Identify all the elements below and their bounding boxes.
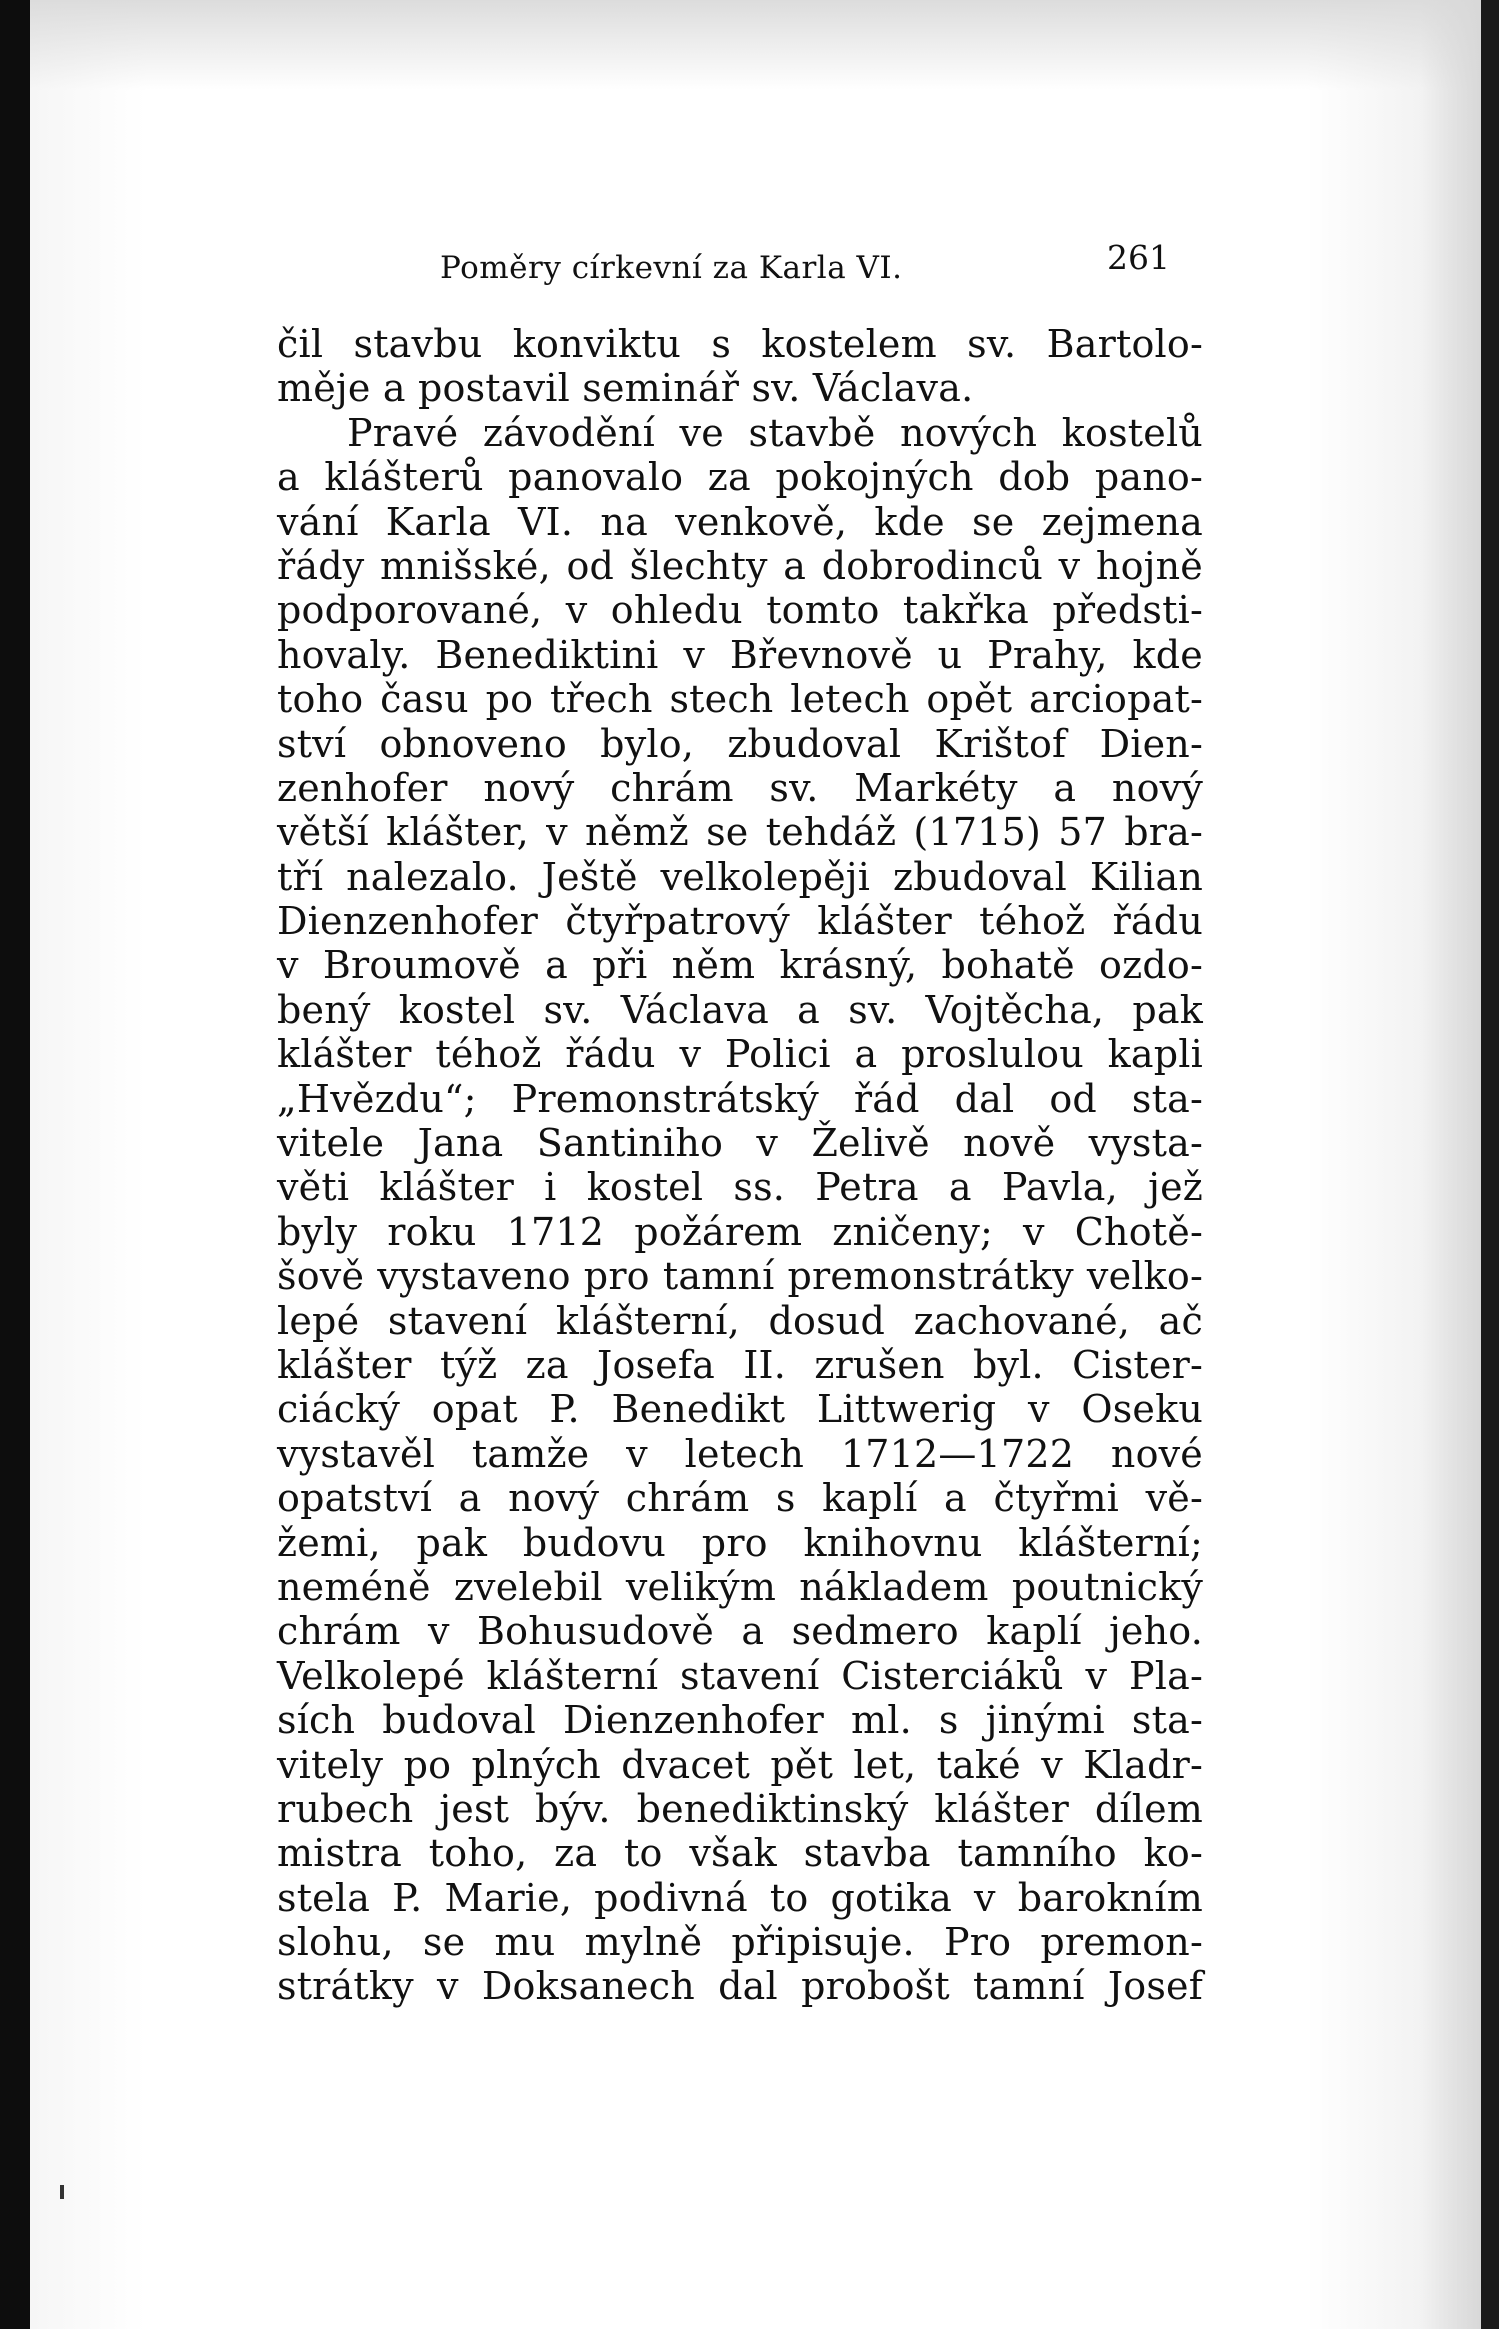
text-line: vání Karla VI. na venkově, kde se zejmena	[277, 499, 1203, 544]
running-title: Poměry církevní za Karla VI.	[440, 250, 903, 286]
text-line: lepé stavení klášterní, dosud zachované, ač	[277, 1298, 1203, 1343]
text-line: měje a postavil seminář sv. Václava.	[277, 366, 974, 411]
text-line: ství obnoveno bylo, zbudoval Krištof Dien-	[277, 721, 1203, 766]
text-line: podporované, v ohledu tomto takřka předsti-	[277, 588, 1203, 633]
page-number: 261	[1107, 238, 1170, 277]
text-line: vystavěl tamže v letech 1712—1722 nové	[277, 1431, 1203, 1476]
text-line: opatství a nový chrám s kaplí a čtyřmi vě-	[277, 1476, 1203, 1521]
text-line: v Broumově a při něm krásný, bohatě ozdo-	[277, 943, 1203, 988]
text-line: vitele Jana Santiniho v Želivě nově vysta-	[277, 1121, 1203, 1166]
text-line: sích budoval Dienzenhofer ml. s jinými sta-	[277, 1698, 1203, 1743]
text-line: tří nalezalo. Ještě velkolepěji zbudoval Kilian	[277, 854, 1203, 899]
scan-speck	[60, 2185, 64, 2199]
scan-left-border	[0, 0, 30, 2329]
text-line: vitely po plných dvacet pět let, také v Kladr-	[277, 1742, 1203, 1787]
page-top-shadow	[30, 0, 1481, 90]
scan-right-border	[1481, 0, 1499, 2329]
running-head	[280, 238, 1200, 310]
text-line: řády mnišské, od šlechty a dobrodinců v hojně	[277, 543, 1203, 588]
text-line: bený kostel sv. Václava a sv. Vojtěcha, pak	[277, 987, 1203, 1032]
text-line: rubech jest býv. benediktinský klášter dílem	[277, 1786, 1203, 1831]
text-line: čil stavbu konviktu s kostelem sv. Bartolo-	[277, 322, 1203, 366]
text-line: neméně zvelebil velikým nákladem poutnický	[277, 1564, 1203, 1609]
page-gutter-shadow	[1421, 0, 1481, 2329]
text-line: toho času po třech stech letech opět arciopat-	[277, 677, 1203, 722]
text-line: mistra toho, za to však stavba tamního ko-	[277, 1831, 1203, 1876]
text-line: žemi, pak budovu pro knihovnu klášterní;	[277, 1520, 1203, 1565]
text-line: zenhofer nový chrám sv. Markéty a nový	[277, 765, 1203, 810]
body-text	[277, 322, 1203, 2009]
text-line: „Hvězdu“; Premonstrátský řád dal od sta-	[277, 1076, 1203, 1121]
text-line: Dienzenhofer čtyřpatrový klášter téhož řádu	[277, 899, 1203, 944]
text-line: a klášterů panovalo za pokojných dob pano-	[277, 455, 1203, 500]
text-line: byly roku 1712 požárem zničeny; v Chotě-	[277, 1209, 1203, 1254]
text-line: chrám v Bohusudově a sedmero kaplí jeho.	[277, 1609, 1203, 1654]
text-line: větší klášter, v němž se tehdáž (1715) 57 bra-	[277, 810, 1203, 855]
text-line: strátky v Doksanech dal probošt tamní Josef	[277, 1964, 1203, 2009]
text-line: stela P. Marie, podivná to gotika v barokním	[277, 1875, 1203, 1920]
text-line: slohu, se mu mylně připisuje. Pro premon-	[277, 1920, 1203, 1965]
text-line: věti klášter i kostel ss. Petra a Pavla, jež	[277, 1165, 1203, 1210]
text-line: klášter téhož řádu v Polici a proslulou kapli	[277, 1032, 1203, 1077]
text-line: ciácký opat P. Benedikt Littwerig v Oseku	[277, 1387, 1203, 1432]
text-line: Velkolepé klášterní stavení Cisterciáků v Pla-	[277, 1653, 1203, 1698]
text-line: klášter týž za Josefa II. zrušen byl. Cister-	[277, 1342, 1203, 1387]
text-line: šově vystaveno pro tamní premonstrátky velko-	[277, 1254, 1203, 1299]
text-line: Pravé závodění ve stavbě nových kostelů	[347, 410, 1203, 455]
text-line: hovaly. Benediktini v Břevnově u Prahy, kde	[277, 632, 1203, 677]
